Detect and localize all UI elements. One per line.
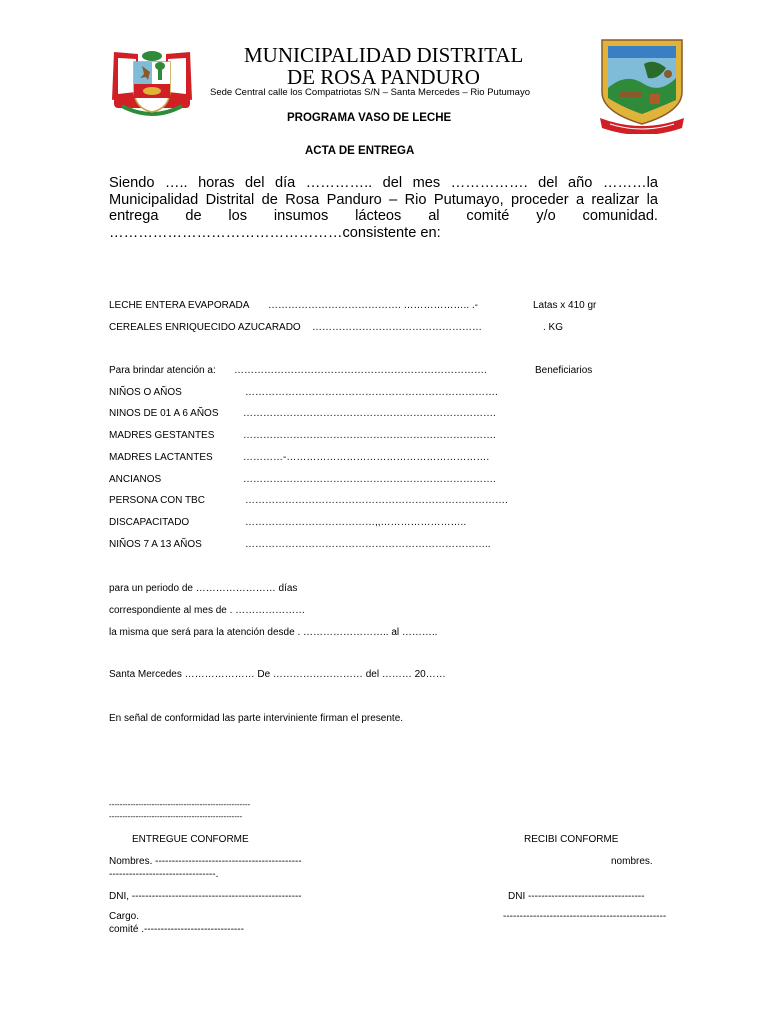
dni-field-left: DNI, ---------------------------------------------------	[109, 891, 302, 902]
category-dots: ………………………………………………………………..	[245, 539, 491, 550]
cargo-line-right: -------------------------------------------------	[503, 911, 667, 922]
conformity-statement: En señal de conformidad las parte interviniente firman el presente.	[109, 713, 404, 724]
address-line: Sede Central calle los Compatriotas S/N – Santa Mercedes – Rio Putumayo	[210, 87, 530, 98]
category-name: NIÑOS 7 A 13 AÑOS	[109, 539, 202, 550]
category-dots: ………………………………………………………………….	[243, 430, 496, 441]
period-line-3: la misma que será para la atención desde . …………………….. al ………..	[109, 627, 438, 638]
category-dots: …………-…………………………………………………….	[243, 452, 490, 463]
category-name: ANCIANOS	[109, 474, 162, 485]
product-name: LECHE ENTERA EVAPORADA	[109, 300, 250, 311]
product-dots: …………………………………. ……………….. .-	[268, 300, 478, 311]
names-field-right: nombres.	[611, 856, 653, 867]
category-dots: …………………………………,,……………………..	[245, 517, 467, 528]
period-line-1: para un periodo de …………………… días	[109, 583, 298, 594]
category-name: NINOS DE 01 A 6 AÑOS	[109, 408, 219, 419]
category-name: PERSONA CON TBC	[109, 495, 205, 506]
intro-line-2: Municipalidad Distrital de Rosa Panduro – Rio Putumayo, proceder a realizar la	[109, 191, 658, 208]
product-dots: ……………………………………………	[312, 322, 482, 333]
peru-coat-of-arms-logo	[108, 44, 196, 120]
signature-line: --------------------------------------------------	[109, 812, 243, 821]
place-date-line: Santa Mercedes ………………… De ……………………… del ……… 20……	[109, 669, 446, 680]
intro-paragraph	[109, 175, 658, 241]
attention-label: Para brindar atención a:	[109, 365, 216, 376]
signature-line: -----------------------------------------------------	[109, 800, 251, 809]
cargo-field: Cargo.	[109, 911, 140, 922]
received-conform-label: RECIBI CONFORME	[524, 834, 619, 845]
names-field-left: Nombres. --------------------------------------------	[109, 856, 302, 867]
category-name: NIÑOS O AÑOS	[109, 387, 182, 398]
intro-line-1: Siendo ….. horas del día ………….. del mes ……………. del año ………la	[109, 175, 658, 191]
product-name: CEREALES ENRIQUECIDO AZUCARADO	[109, 322, 301, 333]
municipality-title-line1: MUNICIPALIDAD DISTRITAL	[244, 43, 524, 67]
intro-line-4: …………………………………………consistente en:	[109, 224, 441, 241]
program-title: PROGRAMA VASO DE LECHE	[287, 112, 452, 124]
delivered-conform-label: ENTREGUE CONFORME	[132, 834, 249, 845]
category-dots: …………………………………………………………………….	[245, 495, 508, 506]
beneficiaries-label: Beneficiarios	[535, 365, 593, 376]
dni-field-right: DNI -----------------------------------	[508, 891, 645, 902]
names-field-continuation: --------------------------------.	[109, 869, 219, 880]
product-unit: Latas x 410 gr	[533, 300, 597, 311]
document-title: ACTA DE ENTREGA	[305, 145, 415, 157]
product-unit: . KG	[543, 322, 564, 333]
attention-dots: ………………………………………………………………….	[234, 365, 487, 376]
category-dots: ………………………………………………………………….	[245, 387, 498, 398]
category-dots: ………………………………………………………………….	[243, 474, 496, 485]
category-name: MADRES LACTANTES	[109, 452, 213, 463]
committee-field: comité .------------------------------	[109, 924, 244, 935]
period-line-2: correspondiente al mes de . …………………	[109, 605, 306, 616]
category-name: DISCAPACITADO	[109, 517, 190, 528]
intro-line-3: entrega de los insumos lácteos al comité y/o comunidad.	[109, 208, 658, 224]
category-name: MADRES GESTANTES	[109, 430, 215, 441]
municipality-title-line2: DE ROSA PANDURO	[287, 65, 480, 89]
category-dots: ………………………………………………………………….	[243, 408, 496, 419]
district-emblem-logo	[596, 34, 688, 134]
